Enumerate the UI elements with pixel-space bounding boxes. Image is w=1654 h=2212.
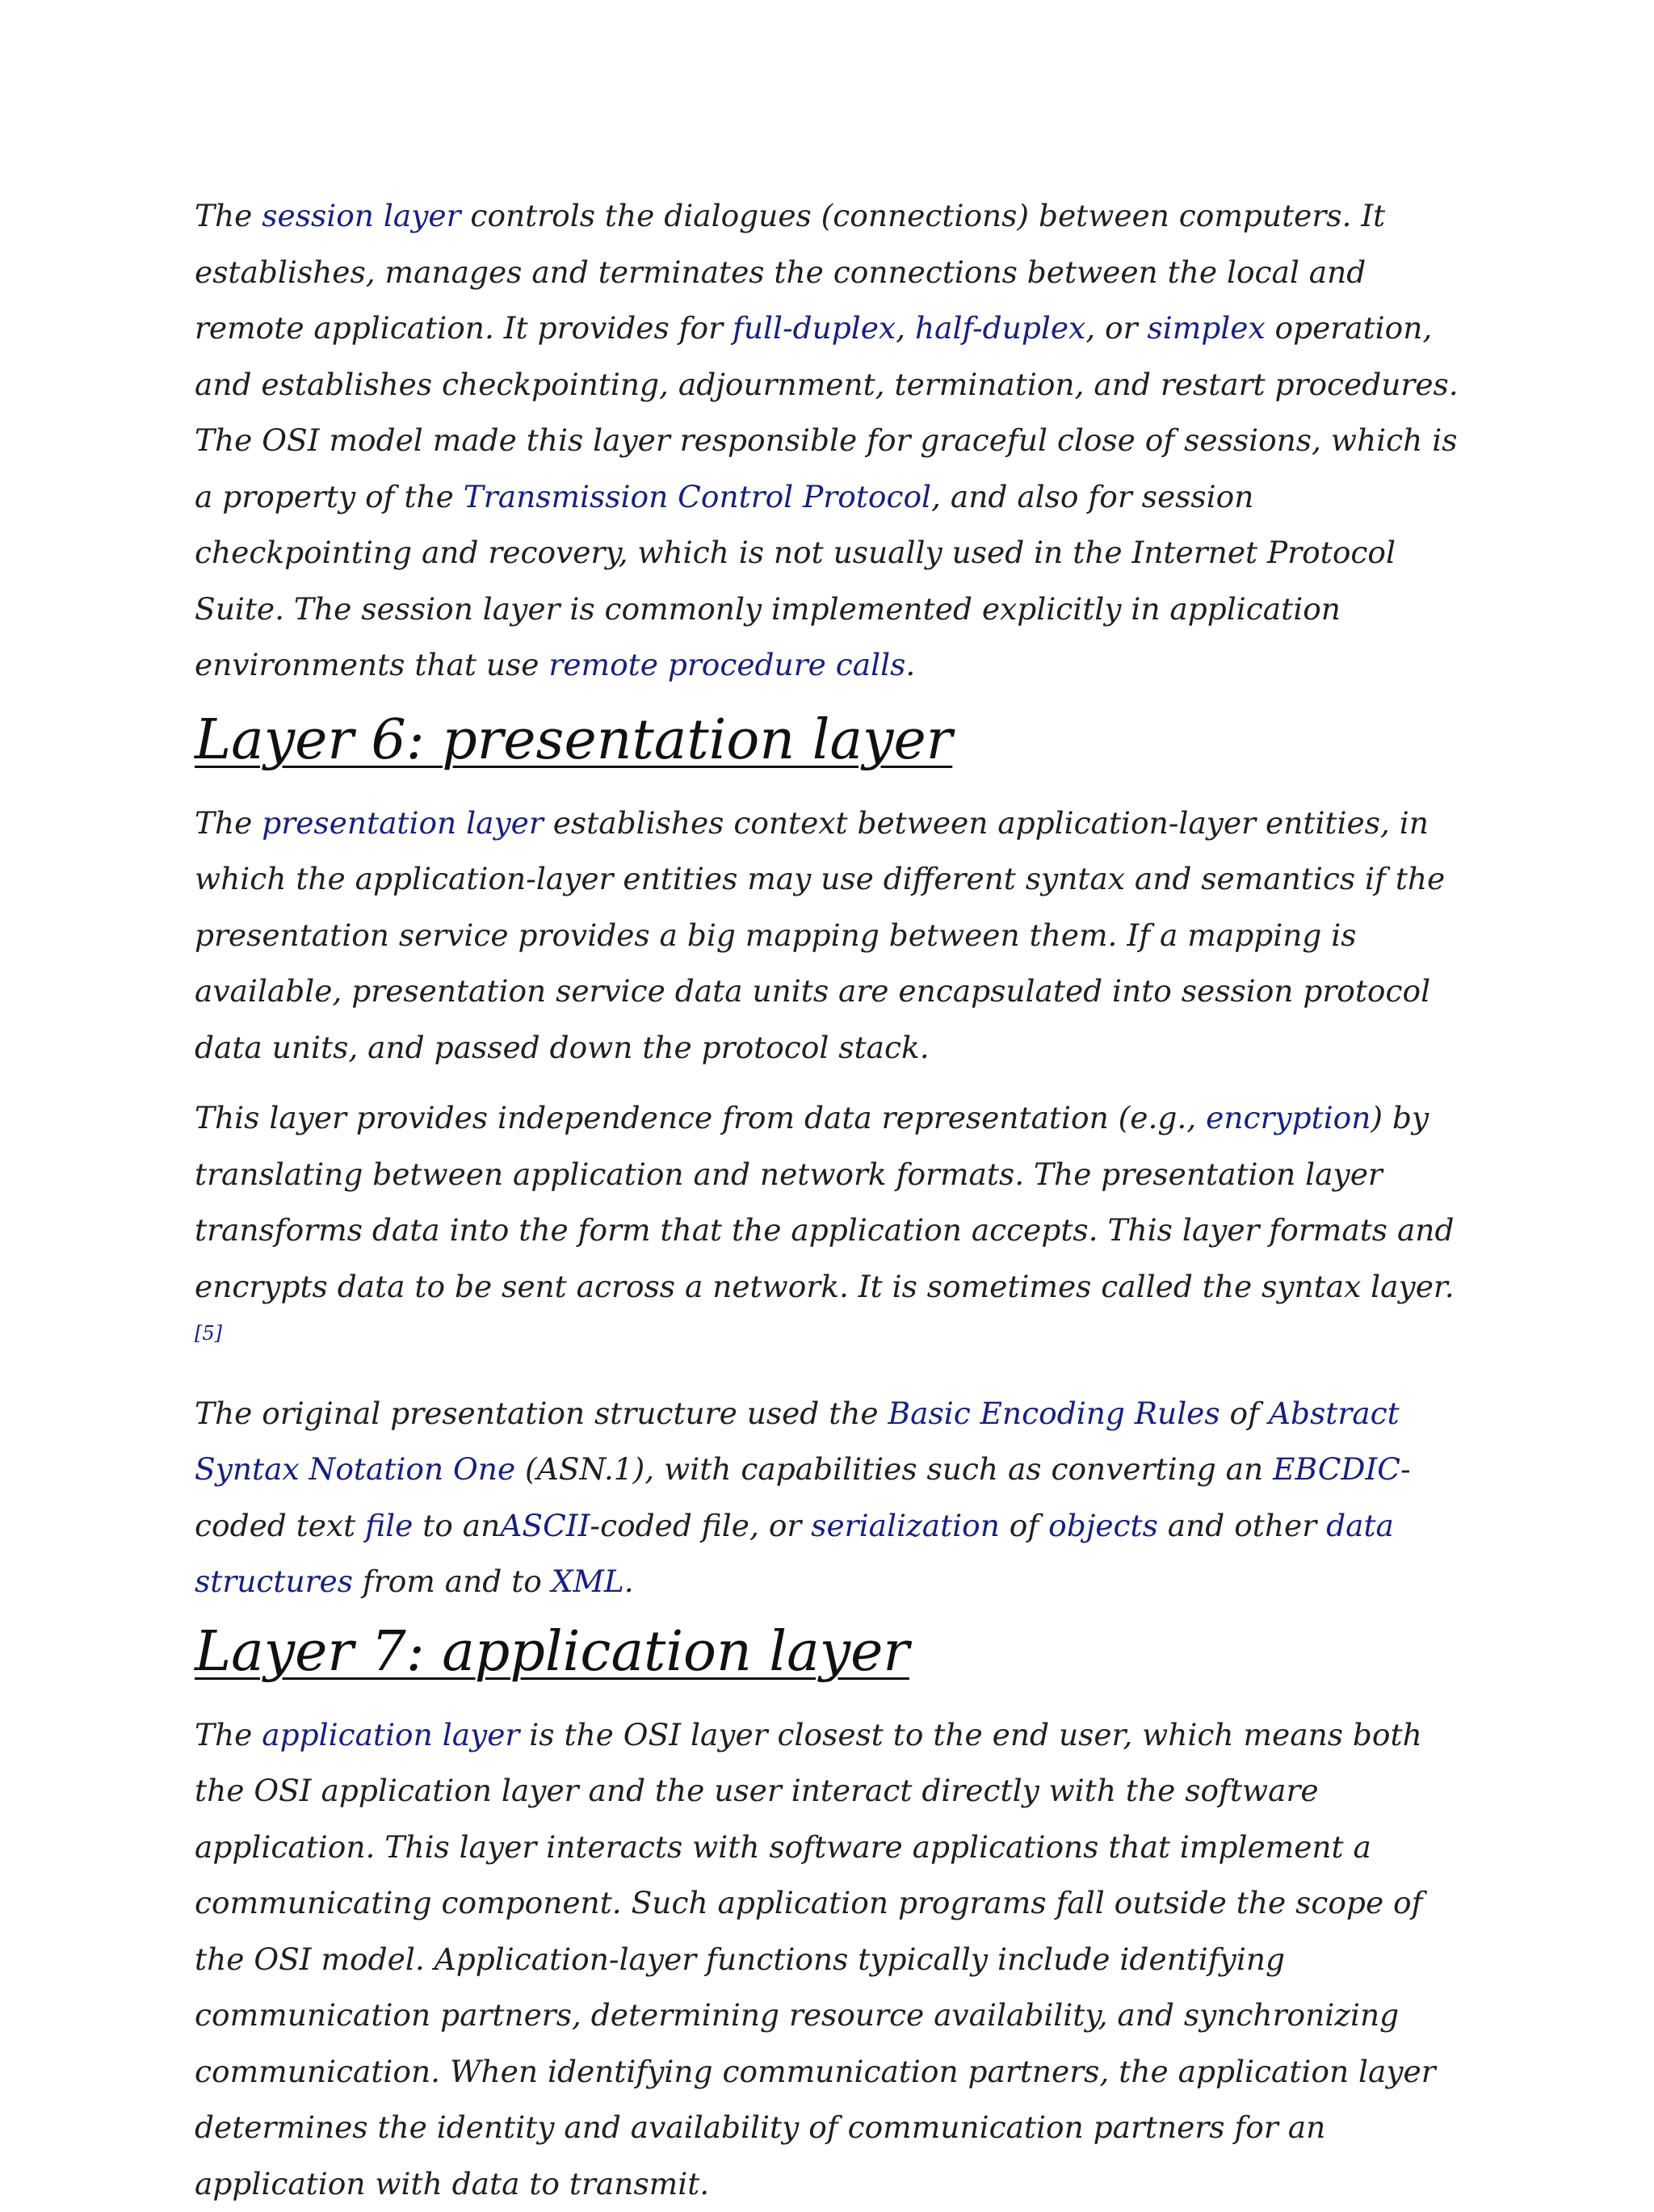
- text-run: .: [624, 1564, 634, 1599]
- presentation-paragraph-1: [195, 795, 1471, 1077]
- text-run: The: [195, 805, 262, 841]
- text-run: ) by translating between application and network formats. The presentation layer transforms data into the form that the application accepts. This layer formats and encrypts data to be sent across a network. It is sometimes called the syntax layer.: [195, 1100, 1455, 1304]
- text-run: operation, and establishes checkpointing, adjournment, termination, and restart procedures. The OSI model made this layer responsible for graceful close of sessions, which is a property of the: [195, 310, 1459, 514]
- link-objects[interactable]: objects: [1048, 1508, 1158, 1543]
- text-run: of: [1000, 1508, 1048, 1543]
- link-presentation-layer[interactable]: presentation layer: [262, 805, 544, 841]
- text-run: This layer provides independence from data representation (e.g.,: [195, 1100, 1206, 1135]
- text-run: of: [1220, 1396, 1269, 1431]
- text-run: ,: [896, 310, 915, 346]
- link-session-layer[interactable]: session layer: [262, 198, 460, 233]
- link-xml[interactable]: XML: [552, 1564, 624, 1599]
- text-run: , and also for session checkpointing and recovery, which is not usually used in the Internet Protocol Suite. The session layer is commonly implemented explicitly in application environments that use: [195, 479, 1396, 683]
- link-serialization[interactable]: serialization: [811, 1508, 1000, 1543]
- heading-layer-7: Layer 7: application layer: [195, 1615, 1471, 1689]
- link-remote-procedure-calls[interactable]: remote procedure calls: [548, 647, 905, 682]
- text-run: .: [905, 647, 915, 682]
- presentation-paragraph-3: [195, 1386, 1471, 1610]
- session-layer-paragraph: [195, 188, 1471, 694]
- link-half-duplex[interactable]: half-duplex: [915, 310, 1085, 346]
- document-page: [195, 188, 1471, 2212]
- link-abstract-syntax-notation-one[interactable]: Abstract Syntax Notation One: [195, 1396, 1400, 1488]
- text-run: to an: [413, 1508, 500, 1543]
- text-run: controls the dialogues (connections) between computers. It establishes, manages and terminates the connections between the local and remote application. It provides for: [195, 198, 1385, 346]
- text-run: from and to: [353, 1564, 552, 1599]
- link-transmission-control-protocol[interactable]: Transmission Control Protocol: [464, 479, 931, 514]
- link-data-structures[interactable]: data structures: [195, 1508, 1394, 1600]
- heading-layer-6: Layer 6: presentation layer: [195, 703, 1471, 778]
- text-run: and other: [1158, 1508, 1326, 1543]
- reference-link-5[interactable]: [5]: [195, 1322, 222, 1345]
- application-paragraph: [195, 1707, 1471, 2212]
- link-file[interactable]: file: [365, 1508, 413, 1543]
- link-basic-encoding-rules[interactable]: Basic Encoding Rules: [888, 1396, 1220, 1431]
- text-run: The: [195, 1717, 262, 1752]
- text-run: -coded text: [195, 1451, 1411, 1543]
- link-application-layer[interactable]: application layer: [262, 1717, 519, 1752]
- text-run: -coded file, or: [590, 1508, 811, 1543]
- text-run: The original presentation structure used the: [195, 1396, 888, 1431]
- link-ascii[interactable]: ASCII: [500, 1508, 590, 1543]
- text-run: is the OSI layer closest to the end user, which means both the OSI application layer and the user interact directly with the software application. This layer interacts with software applications that implement a communicating component. Such application programs fall outside the scope of the OSI model. Application-layer functions typically include identifying communication partners, determining resource availability, and synchronizing communication. When identifying communication partners, the application layer determines the identity and availability of communication partners for an application with data to transmit.: [195, 1717, 1436, 2202]
- presentation-paragraph-2: [195, 1090, 1471, 1371]
- text-run: The: [195, 198, 262, 233]
- link-encryption[interactable]: encryption: [1206, 1100, 1371, 1135]
- link-full-duplex[interactable]: full-duplex: [733, 310, 896, 346]
- text-run: establishes context between application-layer entities, in which the application-layer entities may use different syntax and semantics if the presentation service provides a big mapping between them. If a mapping is available, presentation service data units are encapsulated into session protocol data units, and passed down the protocol stack.: [195, 805, 1445, 1065]
- link-ebcdic[interactable]: EBCDIC: [1273, 1451, 1400, 1487]
- text-run: , or: [1085, 310, 1147, 346]
- text-run: (ASN.1), with capabilities such as converting an: [515, 1451, 1273, 1487]
- link-simplex[interactable]: simplex: [1147, 310, 1265, 346]
